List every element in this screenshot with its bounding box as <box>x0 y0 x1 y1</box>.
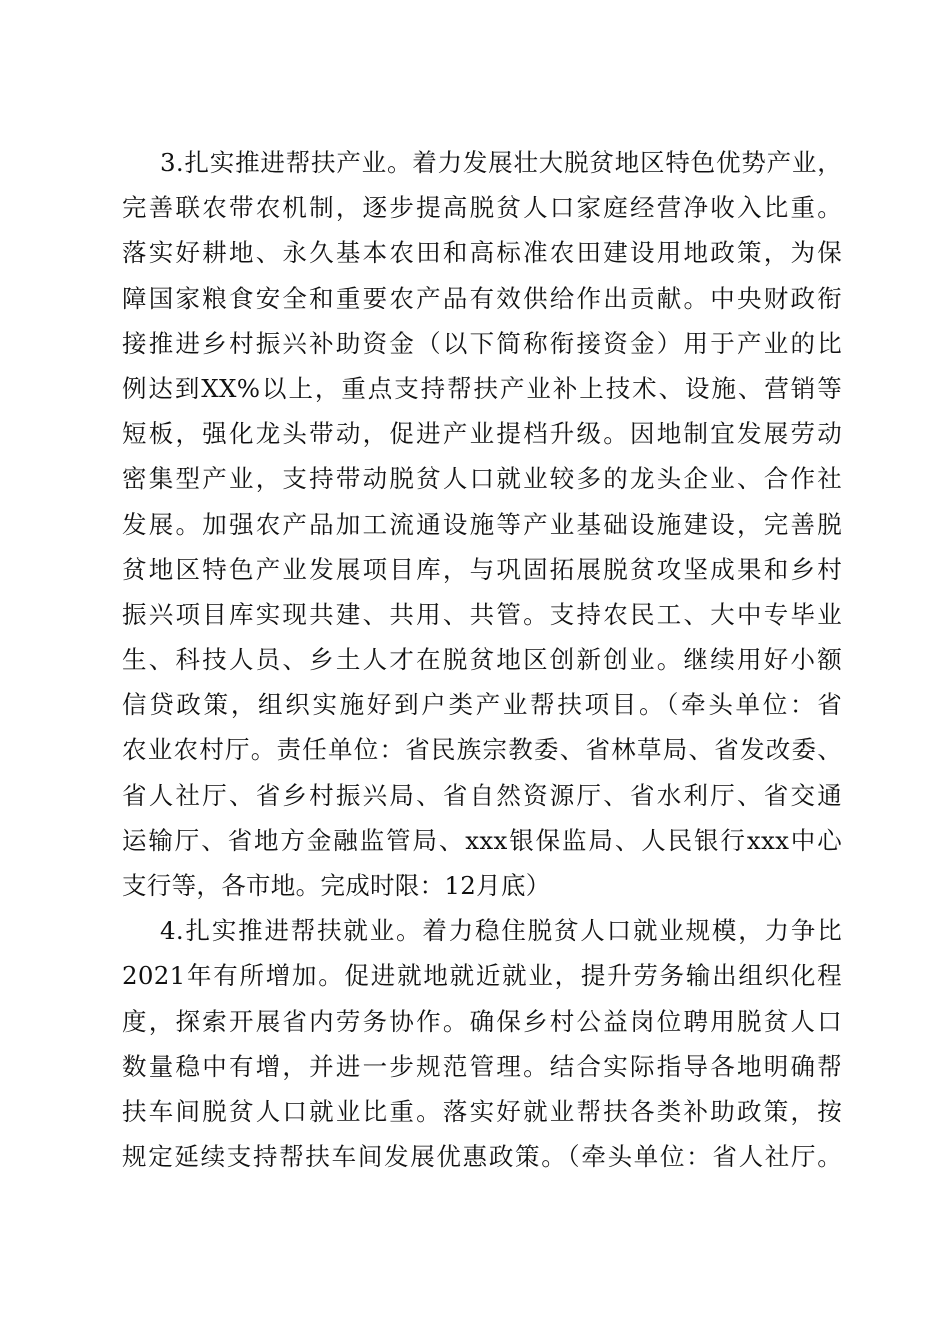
text-line: 数量稳中有增，并进一步规范管理。结合实际指导各地明确帮 <box>122 1051 842 1081</box>
text-line: 振兴项目库实现共建、共用、共管。支持农民工、大中专毕业 <box>122 599 842 629</box>
text-line: 3.扎实推进帮扶产业。着力发展壮大脱贫地区特色优势产业， <box>160 148 842 177</box>
text-line: 落实好耕地、永久基本农田和高标准农田建设用地政策，为保 <box>122 238 842 268</box>
text-line: 农业农村厅。责任单位：省民族宗教委、省林草局、省发改委、 <box>122 735 842 765</box>
text-line: 短板，强化龙头带动，促进产业提档升级。因地制宜发展劳动 <box>122 419 842 449</box>
text-line: 密集型产业，支持带动脱贫人口就业较多的龙头企业、合作社 <box>122 464 842 494</box>
text-line: 发展。加强农产品加工流通设施等产业基础设施建设，完善脱 <box>122 509 842 539</box>
body-text <box>122 140 842 1179</box>
text-line: 生、科技人员、乡土人才在脱贫地区创新创业。继续用好小额 <box>122 645 842 675</box>
text-line: 扶车间脱贫人口就业比重。落实好就业帮扶各类补助政策，按 <box>122 1096 842 1126</box>
text-line: 完善联农带农机制，逐步提高脱贫人口家庭经营净收入比重。 <box>122 193 842 223</box>
text-line: 规定延续支持帮扶车间发展优惠政策。（牵头单位：省人社厅。 <box>122 1142 842 1172</box>
text-line: 度，探索开展省内劳务协作。确保乡村公益岗位聘用脱贫人口 <box>122 1006 842 1036</box>
text-line: 信贷政策，组织实施好到户类产业帮扶项目。（牵头单位：省 <box>122 690 842 720</box>
text-line: 障国家粮食安全和重要农产品有效供给作出贡献。中央财政衔 <box>122 283 842 313</box>
text-line: 贫地区特色产业发展项目库，与巩固拓展脱贫攻坚成果和乡村 <box>122 554 842 584</box>
text-line: 支行等，各市地。完成时限：12月底） <box>122 871 551 900</box>
text-line: 例达到XX%以上，重点支持帮扶产业补上技术、设施、营销等 <box>122 373 842 403</box>
paragraph-industry-support <box>122 140 842 908</box>
paragraph-employment-support <box>122 908 842 1179</box>
text-line: 接推进乡村振兴补助资金（以下简称衔接资金）用于产业的比 <box>122 328 842 358</box>
text-line: 4.扎实推进帮扶就业。着力稳住脱贫人口就业规模，力争比 <box>160 916 842 946</box>
text-line: 2021年有所增加。促进就地就近就业，提升劳务输出组织化程 <box>122 961 842 991</box>
text-line: 运输厅、省地方金融监管局、xxx银保监局、人民银行xxx中心 <box>122 825 842 855</box>
text-line: 省人社厅、省乡村振兴局、省自然资源厅、省水利厅、省交通 <box>122 780 842 810</box>
